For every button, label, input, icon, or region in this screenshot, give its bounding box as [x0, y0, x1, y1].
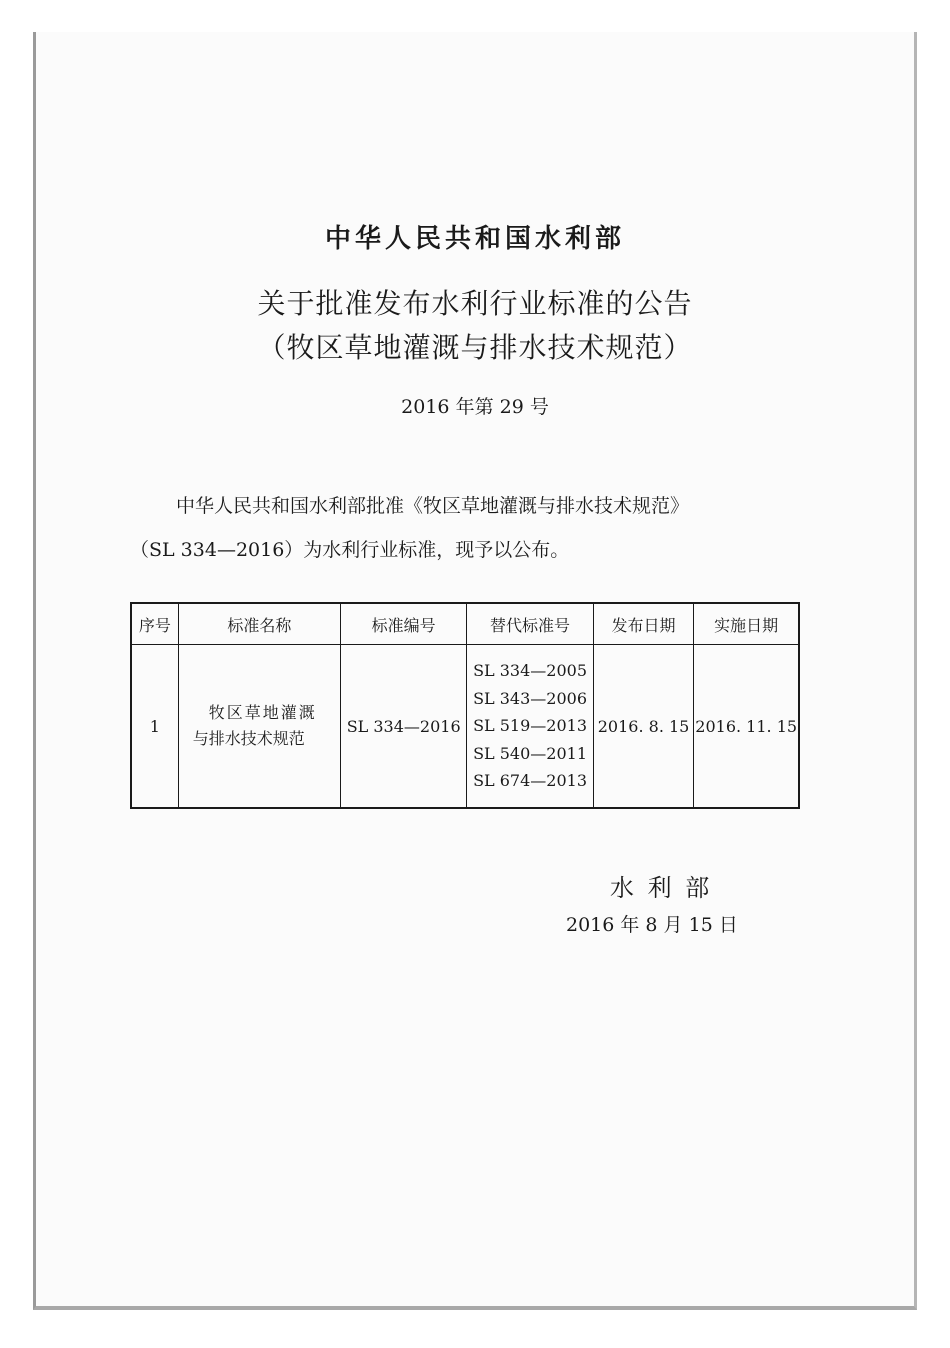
cell-issue-date: 2016. 8. 15: [593, 645, 694, 809]
replaced-standard: SL 540—2011: [473, 743, 588, 763]
replaced-standard: SL 674—2013: [473, 771, 588, 791]
table-row: [131, 645, 799, 809]
header-issue-date: 发布日期: [593, 603, 694, 645]
signature-date: 2016 年 8 月 15 日: [566, 914, 738, 936]
cell-replaced-standards: [467, 645, 593, 809]
standard-name-line-1: 牧区草地灌溉: [208, 703, 317, 722]
header-replaced-standards: 替代标准号: [467, 603, 593, 645]
document-number: 2016 年第 29 号: [401, 396, 549, 418]
header-standard-code: 标准编号: [340, 603, 466, 645]
header-standard-name: 标准名称: [178, 603, 340, 645]
table-header-row: [131, 603, 799, 645]
replaced-standard: SL 343—2006: [473, 688, 588, 708]
header-serial-no: 序号: [131, 603, 178, 645]
body-paragraph-line-1: 中华人民共和国水利部批准《牧区草地灌溉与排水技术规范》: [176, 495, 690, 517]
cell-effective-date: 2016. 11. 15: [694, 645, 799, 809]
cell-standard-code: SL 334—2016: [340, 645, 466, 809]
replaced-standard: SL 519—2013: [473, 716, 588, 736]
announcement-subtitle: （牧区草地灌溉与排水技术规范）: [257, 331, 693, 364]
replaced-standard: SL 334—2005: [473, 661, 588, 681]
issuer-signature: 水 利 部: [610, 874, 713, 902]
announcement-title: 关于批准发布水利行业标准的公告: [257, 287, 693, 320]
standard-name-line-2: 与排水技术规范: [192, 729, 305, 748]
ministry-heading: 中华人民共和国水利部: [324, 224, 625, 254]
header-effective-date: 实施日期: [694, 603, 799, 645]
cell-standard-name: [178, 645, 340, 809]
standards-table: [130, 602, 800, 809]
cell-serial-no: 1: [131, 645, 178, 809]
body-paragraph-line-2: （SL 334—2016）为水利行业标准，现予以公布。: [130, 539, 570, 561]
